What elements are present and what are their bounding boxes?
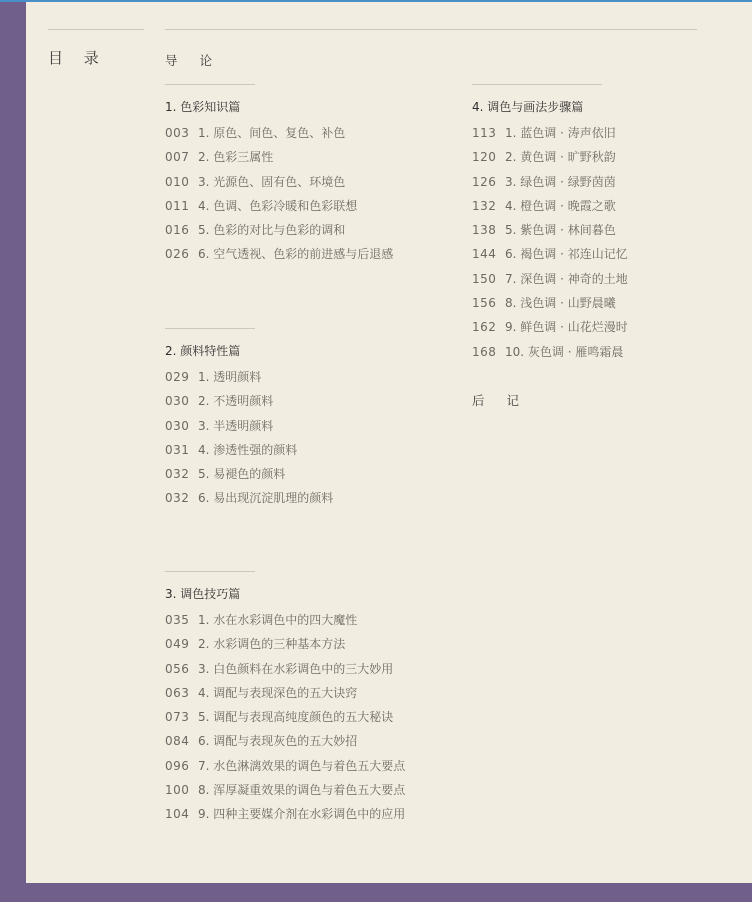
toc-entry[interactable] — [472, 170, 628, 194]
toc-entry[interactable] — [165, 486, 333, 510]
page-number: 126 — [472, 174, 497, 189]
section-title[interactable]: 4. 调色与画法步骤篇 — [472, 100, 584, 114]
entry-title: 10. 灰色调 · 雁鸣霜晨 — [505, 344, 624, 359]
page-number: 120 — [472, 150, 497, 165]
section-rule-2 — [165, 328, 255, 329]
toc-entry[interactable] — [165, 365, 333, 389]
toc-entry[interactable] — [165, 681, 405, 705]
page-number: 007 — [165, 150, 190, 165]
section-4 — [472, 97, 628, 364]
page-number: 003 — [165, 126, 190, 140]
page-number: 168 — [472, 344, 497, 359]
entry-title: 8. 浑厚凝重效果的调色与着色五大要点 — [198, 783, 406, 798]
toc-entry[interactable] — [165, 754, 405, 778]
toc-page — [26, 2, 752, 883]
page-number: 032 — [165, 467, 190, 482]
toc-entry[interactable] — [472, 194, 628, 218]
toc-entry[interactable] — [165, 632, 405, 656]
page-number: 096 — [165, 758, 190, 773]
entry-title: 2. 水彩调色的三种基本方法 — [198, 637, 346, 652]
toc-entry-afterword[interactable]: 后 记 — [472, 393, 528, 408]
entry-title: 5. 易褪色的颜料 — [198, 467, 286, 482]
section-title[interactable]: 1. 色彩知识篇 — [165, 100, 241, 114]
section-1 — [165, 97, 393, 267]
toc-entry[interactable] — [472, 267, 628, 291]
entry-title: 2. 色彩三属性 — [198, 150, 274, 165]
page-number: 049 — [165, 637, 190, 652]
entry-title: 4. 调配与表现深色的五大诀窍 — [198, 685, 358, 700]
section-3 — [165, 584, 405, 827]
toc-entry[interactable] — [472, 121, 628, 145]
toc-entry-intro[interactable]: 导 论 — [165, 53, 221, 68]
page-number: 063 — [165, 685, 190, 700]
page-number: 144 — [472, 247, 497, 262]
entry-title: 2. 不透明颜料 — [198, 394, 274, 409]
entry-title: 1. 水在水彩调色中的四大魔性 — [198, 613, 358, 627]
entry-title: 3. 半透明颜料 — [198, 418, 274, 433]
page-number: 029 — [165, 370, 190, 384]
page-number: 132 — [472, 198, 497, 213]
entry-title: 7. 深色调 · 神奇的土地 — [505, 271, 628, 286]
page-number: 084 — [165, 734, 190, 749]
page-number: 104 — [165, 807, 190, 822]
page-number: 011 — [165, 198, 190, 213]
page-number: 150 — [472, 271, 497, 286]
toc-entry[interactable] — [165, 414, 333, 438]
toc-label: 目 录 — [48, 49, 107, 67]
toc-entry[interactable] — [472, 242, 628, 266]
entry-title: 3. 绿色调 · 绿野茵茵 — [505, 174, 616, 189]
section-title[interactable]: 2. 颜料特性篇 — [165, 344, 241, 358]
toc-entry[interactable] — [165, 121, 393, 145]
section-title[interactable]: 3. 调色技巧篇 — [165, 587, 241, 601]
toc-entry[interactable] — [165, 608, 405, 632]
entry-title: 3. 光源色、固有色、环境色 — [198, 174, 346, 189]
entry-title: 8. 浅色调 · 山野晨曦 — [505, 296, 616, 311]
entry-title: 5. 紫色调 · 林间暮色 — [505, 223, 616, 238]
entry-title: 1. 原色、间色、复色、补色 — [198, 126, 346, 140]
page-number: 156 — [472, 296, 497, 311]
toc-entry[interactable] — [165, 729, 405, 753]
entry-title: 5. 色彩的对比与色彩的调和 — [198, 223, 346, 238]
entry-title: 6. 褐色调 · 祁连山记忆 — [505, 247, 628, 262]
entry-title: 7. 水色淋漓效果的调色与着色五大要点 — [198, 758, 406, 773]
entry-title: 4. 橙色调 · 晚霞之歌 — [505, 198, 616, 213]
toc-entry[interactable] — [165, 657, 405, 681]
entry-title: 6. 空气透视、色彩的前进感与后退感 — [198, 247, 394, 262]
entry-title: 6. 调配与表现灰色的五大妙招 — [198, 734, 358, 749]
toc-entry[interactable] — [165, 778, 405, 802]
entry-title: 6. 易出现沉淀肌理的颜料 — [198, 491, 334, 506]
section-2 — [165, 341, 333, 511]
entry-title: 1. 透明颜料 — [198, 370, 262, 384]
toc-entry[interactable] — [165, 194, 393, 218]
toc-entry[interactable] — [165, 389, 333, 413]
toc-entry[interactable] — [165, 705, 405, 729]
entry-title: 9. 四种主要媒介剂在水彩调色中的应用 — [198, 807, 406, 822]
page-number: 138 — [472, 223, 497, 238]
section-rule-3 — [165, 571, 255, 572]
toc-entry[interactable] — [165, 242, 393, 266]
entry-title: 4. 色调、色彩冷暖和色彩联想 — [198, 198, 358, 213]
header-rule — [165, 29, 697, 30]
page-number: 162 — [472, 320, 497, 335]
page-number: 030 — [165, 418, 190, 433]
entry-title: 9. 鲜色调 · 山花烂漫时 — [505, 320, 628, 335]
entry-title: 1. 蓝色调 · 涛声依旧 — [505, 126, 616, 140]
toc-entry[interactable] — [165, 170, 393, 194]
toc-entry[interactable] — [472, 145, 628, 169]
toc-entry[interactable] — [165, 462, 333, 486]
page-number: 016 — [165, 223, 190, 238]
toc-entry[interactable] — [165, 145, 393, 169]
page-number: 030 — [165, 394, 190, 409]
entry-title: 3. 白色颜料在水彩调色中的三大妙用 — [198, 661, 394, 676]
toc-entry[interactable] — [165, 438, 333, 462]
page-number: 100 — [165, 783, 190, 798]
toc-entry[interactable] — [472, 218, 628, 242]
page-number: 010 — [165, 174, 190, 189]
page-number: 073 — [165, 710, 190, 725]
toc-entry[interactable] — [165, 218, 393, 242]
toc-entry[interactable] — [472, 315, 628, 339]
page-number: 032 — [165, 491, 190, 506]
section-rule-4 — [472, 84, 602, 85]
toc-entry[interactable] — [472, 291, 628, 315]
page-number: 035 — [165, 613, 190, 627]
toc-label-rule — [48, 29, 144, 30]
page-number: 026 — [165, 247, 190, 262]
page-number: 056 — [165, 661, 190, 676]
page-number: 113 — [472, 126, 497, 140]
entry-title: 4. 渗透性强的颜料 — [198, 442, 298, 457]
toc-entry[interactable] — [472, 340, 628, 364]
section-rule-1 — [165, 84, 255, 85]
entry-title: 5. 调配与表现高纯度颜色的五大秘诀 — [198, 710, 394, 725]
page-number: 031 — [165, 442, 190, 457]
entry-title: 2. 黄色调 · 旷野秋韵 — [505, 150, 616, 165]
toc-entry[interactable] — [165, 802, 405, 826]
